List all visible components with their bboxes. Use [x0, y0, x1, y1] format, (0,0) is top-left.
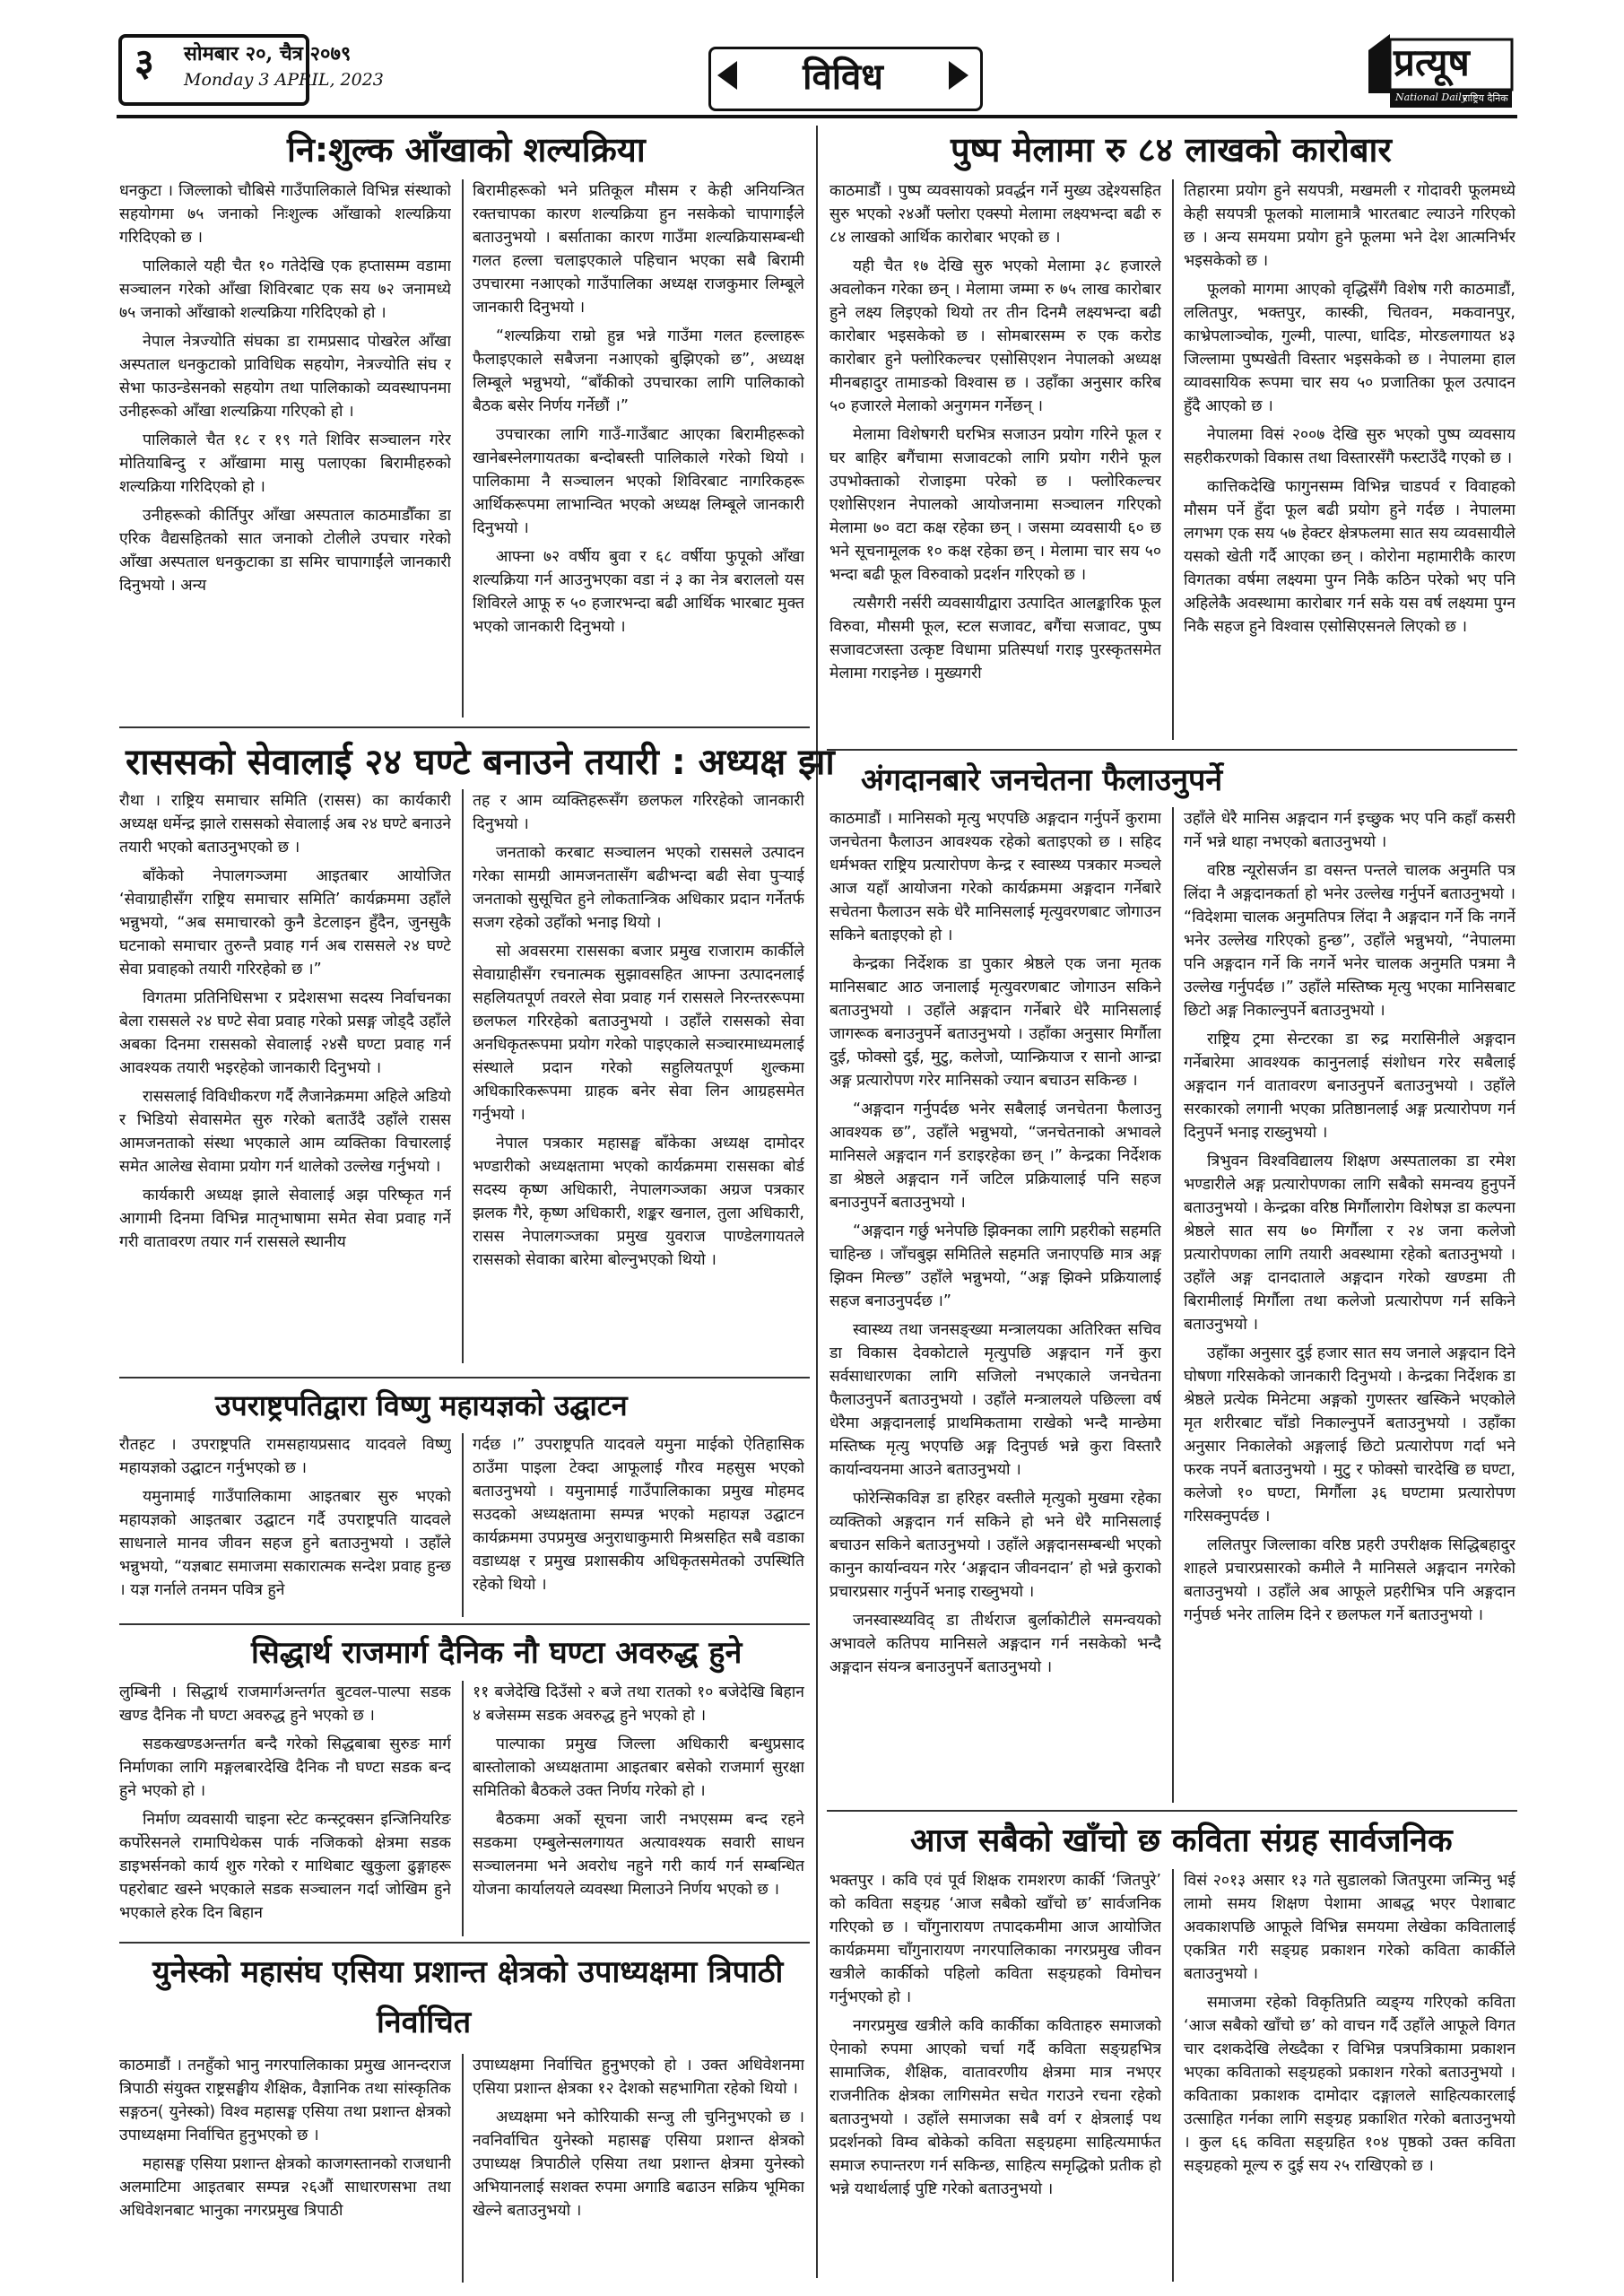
paragraph: तिहारमा प्रयोग हुने सयपत्री, मखमली र गोदावरी फूलमध्ये केही सयपत्री फूलको मालामात्रै भारतबाट ल्याउने गरिएको छ । अन्य समयमा प्रयोग हुने फूलमा भने देश आत्मनिर्भर भइसकेको छ । — [1184, 182, 1515, 270]
paragraph: उहाँले धेरै मानिस अङ्गदान गर्न इच्छुक भए पनि कहाँ कसरी गर्ने भन्ने थाहा नभएको बताउनुभयो । — [1184, 810, 1515, 851]
article-eye-col1 — [119, 179, 451, 718]
paragraph: समाजमा रहेको विकृतिप्रति व्यङ्ग्य गरिएको कविता ‘आज सबैको खाँचो छ’ को वाचन गर्दै उहाँले आफूले विगत चार दशकदेखि लेख्दैका र विभिन्न पत्रपत्रिकामा प्रकाशन भएका कविताको सङ्ग्रहको प्रकाशन गरेको बताउनुभयो । कविताका प्रकाशक दामोदार दङ्गालले साहित्यकारलाई उत्साहित गर्नका लागि सङ्ग्रह प्रकाशित गरेको बताउनुभयो । कुल ६६ कविता सङ्ग्रहित १०४ पृष्ठको उक्त कविता सङ्ग्रहको मूल्य रु दुई सय २५ राखिएको छ । — [1184, 1994, 1515, 2175]
arrow-right-icon — [949, 61, 968, 90]
paragraph: बैठकमा अर्को सूचना जारी नभएसम्म बन्द रहने सडकमा एम्बुलेन्सलगायत अत्यावश्यक सवारी साधन सञ्चालनमा भने अवरोध नहुने गरी कार्य गर्न सम्बन्धित योजना कार्यालयले व्यवस्था मिलाउने निर्णय भएको छ । — [473, 1811, 804, 1899]
header-rule — [117, 115, 1517, 118]
paragraph: काठमाडौं । पुष्प व्यवसायको प्रवर्द्धन गर्ने मुख्य उद्देश्यसहित सुरु भएको २४औं फ्लोरा एक्स्पो मेलामा लक्ष्यभन्दा बढी रु ८४ लाखको आर्थिक कारोबार भएको छ । — [829, 182, 1161, 247]
section-title: विविध — [803, 57, 883, 98]
article-rss-col2 — [473, 789, 804, 1363]
paragraph: स्वास्थ्य तथा जनसङ्ख्या मन्त्रालयका अतिरिक्त सचिव डा विकास देवकोटाले मृत्युपछि अङ्गदान गर्ने कुरा सर्वसाधारणका लागि सजिलो नभएकाले जनचेतना फैलाउनुपर्ने बताउनुभयो । उहाँले मन्त्रालयले पछिल्ला वर्ष धेरैमा अङ्गदानलाई प्राथमिकतामा राखेको भन्दै मान्छेमा मस्तिष्क मृत्यु भएपछि अङ्ग दिनुपर्छ भन्ने कुरा विस्तारै कार्यान्वयनमा आउने बताउनुभयो । — [829, 1321, 1161, 1479]
section-rule — [119, 1942, 810, 1944]
date-english: Monday 3 APRIL, 2023 — [184, 70, 384, 90]
paragraph: रौथा । राष्ट्रिय समाचार समिति (रासस) का कार्यकारी अध्यक्ष धर्मेन्द्र झाले राससको सेवालाई अब २४ घण्टे बनाउने तयारी भएको बताउनुभएको छ । — [119, 792, 451, 857]
paragraph: “अङ्गदान गर्छु भनेपछि झिक्नका लागि प्रहरीको सहमति चाहिन्छ । जाँचबुझ समितिले सहमति जनाएपछि मात्र अङ्ग झिक्न मिल्छ” उहाँले भन्नुभयो, “अङ्ग झिक्ने प्रक्रियालाई सहज बनाउनुपर्दछ ।” — [829, 1222, 1161, 1310]
page-divider — [816, 126, 818, 2278]
paragraph: काठमाडौं । तनहुँको भानु नगरपालिकाका प्रमुख आनन्दराज त्रिपाठी संयुक्त राष्ट्रसङ्घीय शैक्षिक, वैज्ञानिक तथा सांस्कृतिक सङ्गठन( युनेस्को) विश्व महासङ्घ एसिया तथा प्रशान्त क्षेत्रको उपाध्यक्षमा निर्वाचित हुनुभएको छ । — [119, 2057, 451, 2144]
column-rule — [1172, 1869, 1174, 2282]
date-nepali: सोमबार २०, चैत्र २०७९ — [184, 42, 352, 65]
article-flower-col2 — [1184, 179, 1515, 740]
headline-unesco-line2: निर्वाचित — [377, 2005, 472, 2040]
paragraph: कार्यकारी अध्यक्ष झाले सेवालाई अझ परिष्कृत गर्न आगामी दिनमा विभिन्न मातृभाषामा समेत सेवा प्रवाह गर्ने गरी वातावरण तयार गर्न राससले स्थानीय — [119, 1187, 451, 1251]
paragraph: विगतमा प्रतिनिधिसभा र प्रदेशसभा सदस्य निर्वाचनका बेला राससले २४ घण्टे सेवा प्रवाह गरेको प्रसङ्ग जोड्दै उहाँले अबका दिनमा राससको सेवालाई २४सै घण्टा प्रवाह गर्न आवश्यक तयारी भइरहेको जानकारी दिनुभयो । — [119, 989, 451, 1077]
logo-text: प्रत्यूष — [1394, 40, 1470, 84]
article-eye-col2 — [473, 179, 804, 718]
paragraph: काठमाडौं । मानिसको मृत्यु भएपछि अङ्गदान गर्नुपर्ने कुरामा जनचेतना फैलाउन आवश्यक रहेको बताइएको छ । सहिद धर्मभक्त राष्ट्रिय प्रत्यारोपण केन्द्र र स्वास्थ्य पत्रकार मञ्चले आज यहाँ आयोजना गरेको कार्यक्रममा अङ्गदान गर्नेबारे सचेतना फैलाउन सके धेरै मानिसलाई मृत्युवरणबाट जोगाउन सकिने बताइएको हो । — [829, 810, 1161, 944]
headline-siddhartha: सिद्धार्थ राजमार्ग दैनिक नौ घण्टा अवरुद्ध हुने — [251, 1635, 743, 1671]
article-poetry-col2 — [1184, 1869, 1515, 2282]
page-number: ३ — [135, 40, 154, 84]
section-rule — [119, 726, 810, 728]
paragraph: नेपालमा विसं २००७ देखि सुरु भएको पुष्प व्यवसाय सहरीकरणको विकास तथा विस्तारसँगै फस्टाउँदै गएको छ । — [1184, 426, 1515, 467]
headline-poetry: आज सबैको खाँचो छ कविता संग्रह सार्वजनिक — [910, 1822, 1453, 1859]
paragraph: विसं २०१३ असार १३ गते सुडालको जितपुरमा जन्मिनु भई लामो समय शिक्षण पेशामा आबद्ध भएर पेशाबाट अवकाशपछि आफूले विभिन्न समयमा लेखेका कवितालाई एकत्रित गरी सङ्ग्रह प्रकाशन गरेको कविता कार्कीले बताउनुभयो । — [1184, 1872, 1515, 1983]
headline-flower: पुष्प मेलामा रु ८४ लाखको कारोबार — [951, 130, 1392, 170]
column-rule — [462, 179, 464, 718]
paragraph: त्यसैगरी नर्सरी व्यवसायीद्वारा उत्पादित आलङ्कारिक फूल विरुवा, मौसमी फूल, स्टल सजावट, बगैंचा सजावट, पुष्प सजावटजस्ता उत्कृष्ट विधामा प्रतिस्पर्धा गराइ पुरस्कृतसमेत मेलामा गराइनेछ । मुख्यगरी — [829, 595, 1161, 683]
paragraph: धनकुटा । जिल्लाको चौबिसे गाउँपालिकाले विभिन्न संस्थाको सहयोगमा ७५ जनाको निःशुल्क आँखाको शल्यक्रिया गरिदिएको छ । — [119, 182, 451, 247]
paragraph: जनस्वास्थ्यविद् डा तीर्थराज बुर्लाकोटीले समन्वयको अभावले कतिपय मानिसले अङ्गदान गर्न नसकेको भन्दै अङ्गदान संयन्त्र बनाउनुपर्ने बताउनुभयो । — [829, 1612, 1161, 1676]
logo-sub-english: National Daily — [1395, 91, 1468, 103]
paragraph: उपाध्यक्षमा निर्वाचित हुनुभएको हो । उक्त अधिवेशनमा एसिया प्रशान्त क्षेत्रका १२ देशको सहभागिता रहेको थियो । — [473, 2057, 804, 2098]
paragraph: यमुनामाई गाउँपालिकामा आइतबार सुरु भएको महायज्ञको आइतबार उद्घाटन गर्दै उपराष्ट्रपति यादवले साधनाले मानव जीवन सहज हुने बताउनुभयो । उहाँले भन्नुभयो, “यज्ञबाट समाजमा सकारात्मक सन्देश प्रवाह हुन्छ । यज्ञ गर्नाले तनमन पवित्र हुने — [119, 1488, 451, 1599]
paragraph: नगरप्रमुख खत्रीले कवि कार्कीका कविताहरु समाजको ऐनाको रुपमा आएको चर्चा गर्दै कविता सङ्ग्रहभित्र सामाजिक, शैक्षिक, वातावरणीय क्षेत्रमा मात्र नभएर राजनीतिक क्षेत्रका लागिसमेत सचेत गराउने रचना रहेको बताउनुभयो । उहाँले समाजका सबै वर्ग र क्षेत्रलाई पथ प्रदर्शनको विम्व बोकेको कविता सङ्ग्रहमा साहित्यमार्फत समाज रुपान्तरण गर्न सकिन्छ, साहित्य समृद्धिको प्रतीक हो भन्ने यथार्थलाई पुष्टि गरेको बताउनुभयो । — [829, 2017, 1161, 2198]
headline-organ: अंगदानबारे जनचेतना फैलाउनुपर्ने — [861, 762, 1223, 798]
paragraph: नेपाल पत्रकार महासङ्घ बाँकेका अध्यक्ष दामोदर भण्डारीको अध्यक्षतामा भएको कार्यक्रममा राससका बोर्ड सदस्य कृष्ण अधिकारी, नेपालगञ्जका अग्रज पत्रकार झलक गैरे, कृष्ण अधिकारी, शङ्कर खनाल, तुला अधिकारी, रासस नेपालगञ्जका प्रमुख युवराज पाण्डेलगायतले राससको सेवाका बारेमा बोल्नुभएको थियो । — [473, 1135, 804, 1269]
paragraph: राष्ट्रिय ट्रमा सेन्टरका डा रुद्र मरासिनीले अङ्गदान गर्नेबारेमा आवश्यक कानुनलाई संशोधन गरेर सबैलाई अङ्गदान गर्न वातावरण बनाउनुपर्ने बताउनुभयो । उहाँले सरकारको लगानी भएका प्रतिष्ठानलाई अङ्ग प्रत्यारोपण गर्न दिनुपर्ने भनाइ राख्नुभयो । — [1184, 1031, 1515, 1142]
article-siddhartha-col1 — [119, 1681, 451, 1936]
paragraph: गर्दछ ।” उपराष्ट्रपति यादवले यमुना माईको ऐतिहासिक ठाउँमा पाइला टेक्दा आफूलाई गौरव महसुस भएको बताउनुभयो । यमुनामाई गाउँपालिकाका प्रमुख मोहमद सउदको अध्यक्षतामा सम्पन्न भएको महायज्ञ उद्घाटन कार्यक्रममा उपप्रमुख अनुराधाकुमारी मिश्रसहित सबै वडाका वडाध्यक्ष र प्रमुख प्रशासकीय अधिकृतसमेतको उपस्थिति रहेको थियो । — [473, 1436, 804, 1594]
paragraph: निर्माण व्यवसायी चाइना स्टेट कन्स्ट्रक्सन इन्जिनियरिङ कर्पोरेसनले रामापिथेकस पार्क नजिकको क्षेत्रमा सडक डाइभर्सनको कार्य शुरु गरेको र माथिबाट खुकुला ढुङ्गाहरू पहरोबाट खस्ने भएकाले सडक सञ्चालन गर्दा जोखिम हुने भएकाले हरेक दिन बिहान — [119, 1811, 451, 1922]
paragraph: पालिकाले यही चैत १० गतेदेखि एक हप्तासम्म वडामा सञ्चालन गरेको आँखा शिविरबाट एक सय ७२ जनामध्ये ७५ जनाको आँखाको शल्यक्रिया गरिदिएको हो । — [119, 257, 451, 322]
headline-rss: राससको सेवालाई २४ घण्टे बनाउने तयारी : अध्यक्ष झा — [126, 742, 835, 783]
column-rule — [1172, 807, 1174, 1803]
article-unesco-col2 — [473, 2054, 804, 2283]
paragraph: बिरामीहरूको भने प्रतिकूल मौसम र केही अनियन्त्रित रक्तचापका कारण शल्यक्रिया हुन नसकेको चापागाईंले बताउनुभयो । बर्साताका कारण गाउँमा शल्यक्रियासम्बन्धी गलत हल्ला चलाइएकाले पहिचान भएका सबै बिरामी उपचारमा नआएको गाउँपालिका अध्यक्ष राजकुमार लिम्बूले जानकारी दिनुभयो । — [473, 182, 804, 317]
paragraph: “शल्यक्रिया राम्रो हुन्न भन्ने गाउँमा गलत हल्लाहरू फैलाइएकाले सबैजना नआएको बुझिएको छ”, अध्यक्ष लिम्बूले भन्नुभयो, “बाँकीको उपचारका लागि पालिकाको बैठक बसेर निर्णय गर्नेछौं ।” — [473, 327, 804, 415]
section-rule — [119, 1623, 810, 1625]
article-organ-col1 — [829, 807, 1161, 1803]
paragraph: फोरेन्सिकविज्ञ डा हरिहर वस्तीले मृत्युको मुखमा रहेका व्यक्तिको अङ्गदान गर्न सकिने हो भने धेरै मानिसलाई बचाउन सकिने बताउनुभयो । उहाँले अङ्गदानसम्बन्धी भएको कानुन कार्यान्वयन गरेर ‘अङ्गदान जीवनदान’ हो भन्ने कुराको प्रचारप्रसार गर्नुपर्ने भनाइ राख्नुभयो । — [829, 1490, 1161, 1601]
column-rule — [462, 1433, 464, 1617]
column-rule — [462, 1681, 464, 1936]
paragraph: ललितपुर जिल्लाका वरिष्ठ प्रहरी उपरीक्षक सिद्धिबहादुर शाहले प्रचारप्रसारको कमीले नै मानिसले अङ्गदान नगरेको बताउनुभयो । उहाँले अब आफूले प्रहरीभित्र पनि अङ्गदान गर्नुपर्छ भनेर तालिम दिने र छलफल गर्ने बताउनुभयो । — [1184, 1536, 1515, 1624]
logo-sub-nepali: राष्ट्रिय दैनिक — [1463, 92, 1508, 104]
headline-eye: नि:शुल्क आँखाको शल्यक्रिया — [287, 130, 646, 170]
paragraph: जनताको करबाट सञ्चालन भएको राससले उत्पादन गरेका सामग्री आमजनतासँग बढीभन्दा बढी सेवा पुऱ्याई जनताको सुसूचित हुने लोकतान्त्रिक अधिकार प्रदान गर्नेतर्फ सजग रहेको उहाँको भनाइ थियो । — [473, 844, 804, 932]
paragraph: अध्यक्षमा भने कोरियाकी सन्जु ली चुनिनुभएको छ । नवनिर्वाचित युनेस्को महासङ्घ एसिया प्रशान्त क्षेत्रको उपाध्यक्ष त्रिपाठीले एसिया तथा प्रशान्त क्षेत्रमा युनेस्को अभियानलाई सशक्त रुपमा अगाडि बढाउन सक्रिय भूमिका खेल्ने बताउनुभयो । — [473, 2109, 804, 2220]
paragraph: मेलामा विशेषगरी घरभित्र सजाउन प्रयोग गरिने फूल र घर बाहिर बगैंचामा सजावटको लागि प्रयोग गरीने फूल उपभोक्ताको रोजाइमा परेको छ । फ्लोरिकल्चर एशोसिएशन नेपालको आयोजनामा सञ्चालन गरिएको मेलामा ७० वटा कक्ष रहेका छन् । जसमा व्यवसायी ६० छ भने सूचनामूलक १० कक्ष रहेका छन् । मेलामा चार सय ५० भन्दा बढी फूल विरुवाको प्रदर्शन गरिएको छ । — [829, 426, 1161, 584]
article-siddhartha-col2 — [473, 1681, 804, 1936]
column-rule — [462, 789, 464, 1363]
paragraph: उहाँका अनुसार दुई हजार सात सय जनाले अङ्गदान दिने घोषणा गरिसकेको जानकारी दिनुभयो । केन्द्रका निर्देशक डा श्रेष्ठले प्रत्येक मिनेटमा अङ्गको गुणस्तर खस्किने भएकोले मृत शरीरबाट चाँडो निकाल्नुपर्ने बताउनुभयो । उहाँका अनुसार निकालेको अङ्गलाई छिटो प्रत्यारोपण गर्दा भने फरक नपर्ने बताउनुभयो । मुटु र फोक्सो चारदेखि छ घण्टा, कलेजो १० घण्टा, मिर्गौला ३६ घण्टामा प्रत्यारोपण गरिसक्नुपर्दछ । — [1184, 1344, 1515, 1526]
paragraph: सडकखण्डअन्तर्गत बन्दै गरेको सिद्धबाबा सुरुङ मार्ग निर्माणका लागि मङ्गलबारदेखि दैनिक नौ घण्टा सडक बन्द हुने भएको हो । — [119, 1735, 451, 1800]
article-rss-col1 — [119, 789, 451, 1363]
section-rule — [827, 749, 1517, 751]
paragraph: कात्तिकदेखि फागुनसम्म विभिन्न चाडपर्व र विवाहको मौसम पर्ने हुँदा फूल बढी प्रयोग हुने गर्दछ । नेपालमा लगभग एक सय ५७ हेक्टर क्षेत्रफलमा सात सय व्यवसायीले यसको खेती गर्दै आएका छन् । कोरोना महामारीकै कारण विगतका वर्षमा लक्ष्यमा पुग्न निकै कठिन परेको भए पनि अहिलेकै अवस्थामा कारोबार गर्न सके यस वर्ष लक्ष्यमा पुग्न निकै सहज हुने विश्वास एसोसिएसनले लिएको छ । — [1184, 478, 1515, 636]
paragraph: यही चैत १७ देखि सुरु भएको मेलामा ३८ हजारले अवलोकन गरेका छन् । मेलामा जम्मा रु ७५ लाख कारोबार हुने लक्ष्य लिइएको थियो तर तीन दिनमै लक्ष्यभन्दा बढी कारोबार भइसकेको छ । सोमबारसम्म रु एक करोड कारोबार हुने फ्लोरिकल्चर एसोसिएशन नेपालको अध्यक्ष मीनबहादुर तामाङको विश्वास छ । उहाँका अनुसार करिब ५० हजारले मेलाको अनुगमन गर्नेछन् । — [829, 257, 1161, 415]
paragraph: राससलाई विविधीकरण गर्दै लैजानेक्रममा अहिले अडियो र भिडियो सेवासमेत सुरु गरेको बताउँदै उहाँले रासस आमजनताको संस्था भएकाले आम व्यक्तिका विचारलाई समेत आलेख सेवामा प्रयोग गर्न थालेको उल्लेख गर्नुभयो । — [119, 1088, 451, 1176]
article-organ-col2 — [1184, 807, 1515, 1803]
paragraph: “अङ्गदान गर्नुपर्दछ भनेर सबैलाई जनचेतना फैलाउनु आवश्यक छ”, उहाँले भन्नुभयो, “जनचेतनाको अभावले मानिसले अङ्गदान गर्न डराइरहेका छन् ।” केन्द्रका निर्देशक डा श्रेष्ठले अङ्गदान गर्ने जटिल प्रक्रियालाई पनि सहज बनाउनुपर्ने बताउनुभयो । — [829, 1100, 1161, 1212]
article-flower-col1 — [829, 179, 1161, 740]
article-poetry-col1 — [829, 1869, 1161, 2282]
headline-unesco-line1: युनेस्को महासंघ एसिया प्रशान्त क्षेत्रको उपाध्यक्षमा त्रिपाठी — [152, 1954, 784, 1990]
paragraph: नेपाल नेत्रज्योति संघका डा रामप्रसाद पोखरेल आँखा अस्पताल धनकुटाको प्राविधिक सहयोग, नेत्रज्योति संघ र सेभा फाउन्डेसनको सहयोग तथा पालिकाको व्यवस्थापनमा उनीहरूको आँखा शल्यक्रिया गरिएको हो । — [119, 333, 451, 421]
article-vishnu-col2 — [473, 1433, 804, 1617]
paragraph: वरिष्ठ न्यूरोसर्जन डा वसन्त पन्तले चालक अनुमति पत्र लिंदा नै अङ्गदानकर्ता हो भनेर उल्लेख गर्नुपर्ने बताउनुभयो । “विदेशमा चालक अनुमतिपत्र लिंदा नै अङ्गदान गर्ने कि नगर्ने भनेर उल्लेख गरिएको हुन्छ”, उहाँले भन्नुभयो, “नेपालमा पनि अङ्गदान गर्ने कि नगर्ने भनेर चालक अनुमति पत्रमा नै उल्लेख गर्नुपर्दछ ।” उहाँले मस्तिष्क मृत्यु भएका मानिसबाट छिटो अङ्ग निकाल्नुपर्ने बताउनुभयो । — [1184, 862, 1515, 1020]
paragraph: पालिकाले चैत १८ र १९ गते शिविर सञ्चालन गरेर मोतियाबिन्दु र आँखामा मासु पलाएका बिरामीहरुको शल्यक्रिया गरिदिएको हो । — [119, 431, 451, 496]
paragraph: उपचारका लागि गाउँ-गाउँबाट आएका बिरामीहरूको खानेबस्नेलगायतका बन्दोबस्ती पालिकाले गरेको थियो । पालिकामा नै सञ्चालन भएको शिविरबाट नागरिकहरू आर्थिकरूपमा लाभान्वित भएको अध्यक्ष लिम्बूले जानकारी दिनुभयो । — [473, 426, 804, 537]
paragraph: महासङ्घ एसिया प्रशान्त क्षेत्रको काजगस्तानको राजधानी अलमाटिमा आइतबार सम्पन्न २६औं साधारणसभा तथा अधिवेशनबाट भानुका नगरप्रमुख त्रिपाठी — [119, 2155, 451, 2220]
paragraph: सो अवसरमा राससका बजार प्रमुख राजाराम कार्कीले सेवाग्राहीसँग रचनात्मक सुझावसहित आफ्ना उत्पादनलाई सहलियतपूर्ण तवरले सेवा प्रवाह गर्न राससले निरन्तररूपमा छलफल गरिरहेको बताउनुभयो । उहाँले राससको सेवा अनधिकृतरूपमा प्रयोग गरेको पाइएकाले सञ्चारमाध्यमलाई संस्थाले प्रदान गरेको सहुलियतपूर्ण शुल्कमा अधिकारिकरूपमा ग्राहक बनेर सेवा लिन आग्रहसमेत गर्नुभयो । — [473, 943, 804, 1124]
paragraph: रौतहट । उपराष्ट्रपति रामसहायप्रसाद यादवले विष्णु महायज्ञको उद्घाटन गर्नुभएको छ । — [119, 1436, 451, 1477]
paragraph: उनीहरूको कीर्तिपुर आँखा अस्पताल काठमाडौँका डा एरिक वैद्यसहितको सात जनाको टोलीले उपचार गरेको आँखा अस्पताल धनकुटाका डा समिर चापागाईंले जानकारी दिनुभयो । अन्य — [119, 507, 451, 595]
article-vishnu-col1 — [119, 1433, 451, 1617]
section-rule — [119, 1377, 810, 1378]
column-rule — [462, 2054, 464, 2283]
paragraph: ११ बजेदेखि दिउँसो २ बजे तथा रातको १० बजेदेखि बिहान ४ बजेसम्म सडक अवरुद्ध हुने भएको हो । — [473, 1683, 804, 1725]
paragraph: बाँकेको नेपालगञ्जमा आइतबार आयोजित ‘सेवाग्राहीसँग राष्ट्रिय समाचार समिति’ कार्यक्रममा उहाँले भन्नुभयो, “अब समाचारको कुनै डेटलाइन हुँदैन, जुनसुकै घटनाको समाचार तुरुन्तै प्रवाह गर्न अब राससले २४ घण्टे सेवा प्रवाहको तयारी गरिरहेको छ ।” — [119, 867, 451, 978]
headline-vishnu: उपराष्ट्रपतिद्वारा विष्णु महायज्ञको उद्घाटन — [215, 1388, 628, 1422]
column-rule — [1172, 179, 1174, 740]
section-rule — [827, 1810, 1517, 1812]
paragraph: त्रिभुवन विश्वविद्यालय शिक्षण अस्पतालका डा रमेश भण्डारीले अङ्ग प्रत्यारोपणका लागि सबैको समन्वय हुनुपर्ने बताउनुभयो । केन्द्रका वरिष्ठ मिर्गौलारोग विशेषज्ञ डा कल्पना श्रेष्ठले सात सय ७० मिर्गौला र २४ जना कलेजो प्रत्यारोपणका लागि तयारी अवस्थामा रहेको बताउनुभयो । उहाँले अङ्ग दानदाताले अङ्गदान गरेको खण्डमा ती बिरामीलाई मिर्गौला तथा कलेजो प्रत्यारोपण गर्न सकिने बताउनुभयो । — [1184, 1152, 1515, 1334]
article-unesco-col1 — [119, 2054, 451, 2283]
paragraph: तह र आम व्यक्तिहरूसँग छलफल गरिरहेको जानकारी दिनुभयो । — [473, 792, 804, 833]
paragraph: भक्तपुर । कवि एवं पूर्व शिक्षक रामशरण कार्की ‘जितपुरे’ को कविता सङ्ग्रह ‘आज सबैको खाँचो छ’ सार्वजनिक गरिएको छ । चाँगुनारायण तपादकमीमा आज आयोजित कार्यक्रममा चाँगुनारायण नगरपालिकाका नगरप्रमुख जीवन खत्रीले कार्कीको पहिलो कविता सङ्ग्रहको विमोचन गर्नुभएको हो । — [829, 1872, 1161, 2006]
paragraph: आफ्ना ७२ वर्षीय बुवा र ६८ वर्षीया फुपूको आँखा शल्यक्रिया गर्न आउनुभएका वडा नं ३ का नेत्र बराललो यस शिविरले आफू रु ५० हजारभन्दा बढी आर्थिक भारबाट मुक्त भएको जानकारी दिनुभयो । — [473, 548, 804, 636]
paragraph: पाल्पाका प्रमुख जिल्ला अधिकारी बन्धुप्रसाद बास्तोलाको अध्यक्षतामा आइतबार बसेको राजमार्ग सुरक्षा समितिको बैठकले उक्त निर्णय गरेको हो । — [473, 1735, 804, 1800]
paragraph: फूलको मागमा आएको वृद्धिसँगै विशेष गरी काठमाडौं, ललितपुर, भक्तपुर, कास्की, चितवन, मकवानपुर, काभ्रेपलाञ्चोक, गुल्मी, पाल्पा, धादिङ, मोरङलगायत ४३ जिल्लामा पुष्पखेती विस्तार भइसकेको छ । नेपालमा हाल व्यावसायिक रूपमा चार सय ५० प्रजातिका फूल उत्पादन हुँदै आएको छ । — [1184, 281, 1515, 415]
paragraph: केन्द्रका निर्देशक डा पुकार श्रेष्ठले एक जना मृतक मानिसबाट आठ जनालाई मृत्युवरणबाट जोगाउन सकिने बताउनुभयो । उहाँले अङ्गदान गर्नेबारे धेरै मानिसलाई जागरूक बनाउनुपर्ने बताउनुभयो । उहाँका अनुसार मिर्गौला दुई, फोक्सो दुई, मुटु, कलेजो, प्यान्क्रियाज र सानो आन्द्रा अङ्ग प्रत्यारोपण गरेर मानिसको ज्यान बचाउन सकिन्छ । — [829, 955, 1161, 1090]
newspaper-logo — [1363, 30, 1515, 111]
paragraph: लुम्बिनी । सिद्धार्थ राजमार्गअन्तर्गत बुटवल-पाल्पा सडक खण्ड दैनिक नौ घण्टा अवरुद्ध हुने भएको छ । — [119, 1683, 451, 1725]
